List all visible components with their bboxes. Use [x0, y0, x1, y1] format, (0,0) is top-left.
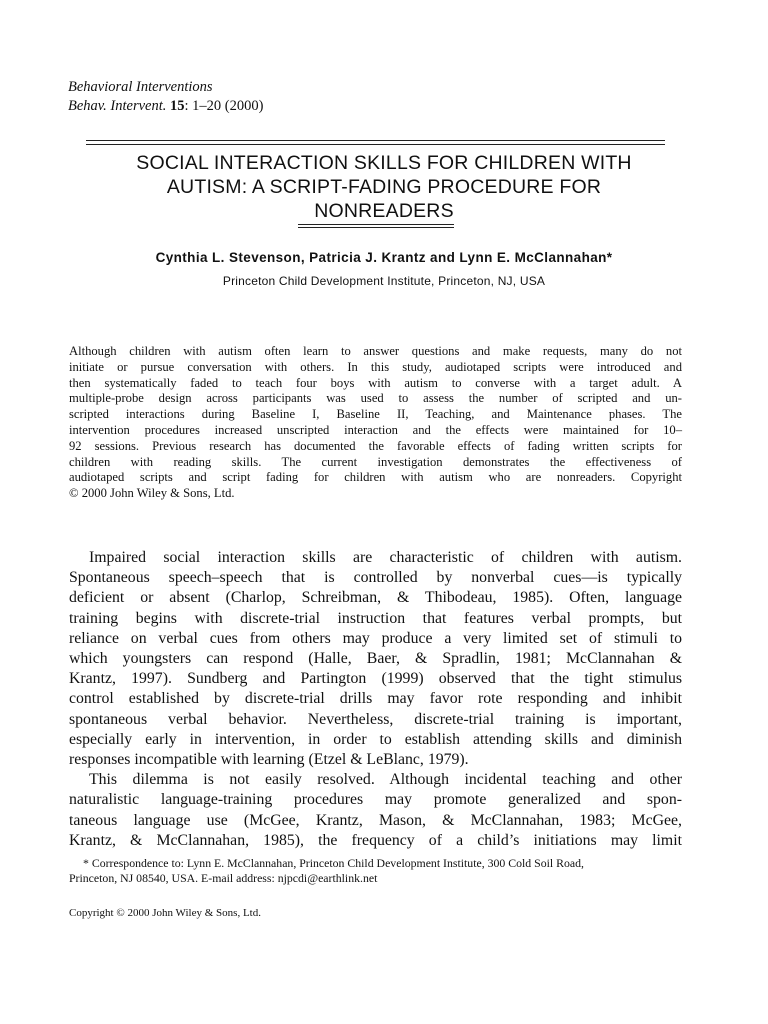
- body-line: control established by discrete-trial drills may favor rote responding and inhibit: [69, 690, 682, 708]
- title-line: SOCIAL INTERACTION SKILLS FOR CHILDREN WITH: [136, 152, 632, 174]
- abstract-line: audiotaped scripts and script fading for children with autism who are nonreaders. Copyright: [69, 470, 682, 485]
- body-line: which youngsters can respond (Halle, Baer, & Spradlin, 1981; McClannahan &: [69, 650, 682, 668]
- body-line: Spontaneous speech–speech that is controlled by nonverbal cues—is typically: [69, 569, 682, 587]
- body-line: This dilemma is not easily resolved. Although incidental teaching and other: [89, 771, 682, 789]
- authors: Cynthia L. Stevenson, Patricia J. Krantz and Lynn E. McClannahan*: [155, 250, 613, 265]
- title-rule-top: [86, 140, 665, 145]
- journal-pages-year: : 1–20 (2000): [184, 98, 264, 114]
- journal-citation: [68, 97, 263, 116]
- journal-volume: 15: [170, 98, 185, 114]
- body-line: naturalistic language-training procedures may promote generalized and spon-: [69, 791, 682, 809]
- abstract-line: 92 sessions. Previous research has documented the favorable effects of fading written scripts for: [69, 438, 682, 453]
- body-line: spontaneous verbal behavior. Nevertheless, discrete-trial training is important,: [69, 710, 682, 728]
- journal-abbrev: Behav. Intervent.: [68, 98, 167, 114]
- article-title: [60, 151, 708, 223]
- abstract-line: children with reading skills. The current investigation demonstrates the effectiveness of: [69, 454, 682, 469]
- title-line: AUTISM: A SCRIPT-FADING PROCEDURE FOR: [166, 176, 602, 198]
- abstract-line: Although children with autism often learn to answer questions and make requests, many do not: [69, 344, 682, 358]
- footnote-line: Princeton, NJ 08540, USA. E-mail address: njpcdi@earthlink.net: [69, 870, 378, 885]
- body-line: reliance on verbal cues from others may produce a very limited set of stimuli to: [69, 629, 682, 647]
- abstract-line: © 2000 John Wiley & Sons, Ltd.: [69, 486, 235, 501]
- abstract-line: then systematically faded to teach four boys with autism to converse with a target adult. A: [69, 375, 682, 390]
- abstract-line: multiple-probe design across participants was used to assess the number of scripted and un-: [69, 391, 682, 406]
- abstract-line: initiate or pursue conversation with others. In this study, audiotaped scripts were introduced and: [69, 359, 682, 374]
- copyright-notice: Copyright © 2000 John Wiley & Sons, Ltd.: [69, 907, 261, 919]
- journal-name: Behavioral Interventions: [68, 79, 213, 95]
- body-text: [69, 548, 682, 851]
- title-rule-bottom: [298, 224, 454, 228]
- body-line: responses incompatible with learning (Etzel & LeBlanc, 1979).: [69, 751, 469, 769]
- title-line: NONREADERS: [314, 200, 454, 222]
- affiliation: Princeton Child Development Institute, Princeton, NJ, USA: [222, 274, 546, 288]
- abstract-line: intervention procedures increased unscripted interaction and the effects were maintained for 10–: [69, 422, 682, 437]
- footnote-line: * Correspondence to: Lynn E. McClannahan, Princeton Child Development Institute, 300 Cold Soil Road,: [83, 856, 584, 870]
- correspondence-footnote: [69, 856, 682, 885]
- body-line: Krantz, 1997). Sundberg and Partington (1999) observed that the tight stimulus: [69, 670, 682, 688]
- body-line: training begins with discrete-trial instruction that features verbal prompts, but: [69, 609, 682, 627]
- abstract: [69, 344, 682, 502]
- body-line: taneous language use (McGee, Krantz, Mason, & McClannahan, 1983; McGee,: [69, 811, 682, 829]
- body-line: Impaired social interaction skills are characteristic of children with autism.: [89, 549, 682, 566]
- abstract-line: scripted interactions during Baseline I, Baseline II, Teaching, and Maintenance phases. The: [69, 407, 682, 422]
- body-line: especially early in intervention, in order to establish attending skills and diminish: [69, 730, 682, 748]
- body-line: Krantz, & McClannahan, 1985), the frequency of a child’s initiations may limit: [69, 831, 682, 849]
- body-line: deficient or absent (Charlop, Schreibman, & Thibodeau, 1985). Often, language: [69, 589, 682, 607]
- journal-header: [68, 78, 263, 116]
